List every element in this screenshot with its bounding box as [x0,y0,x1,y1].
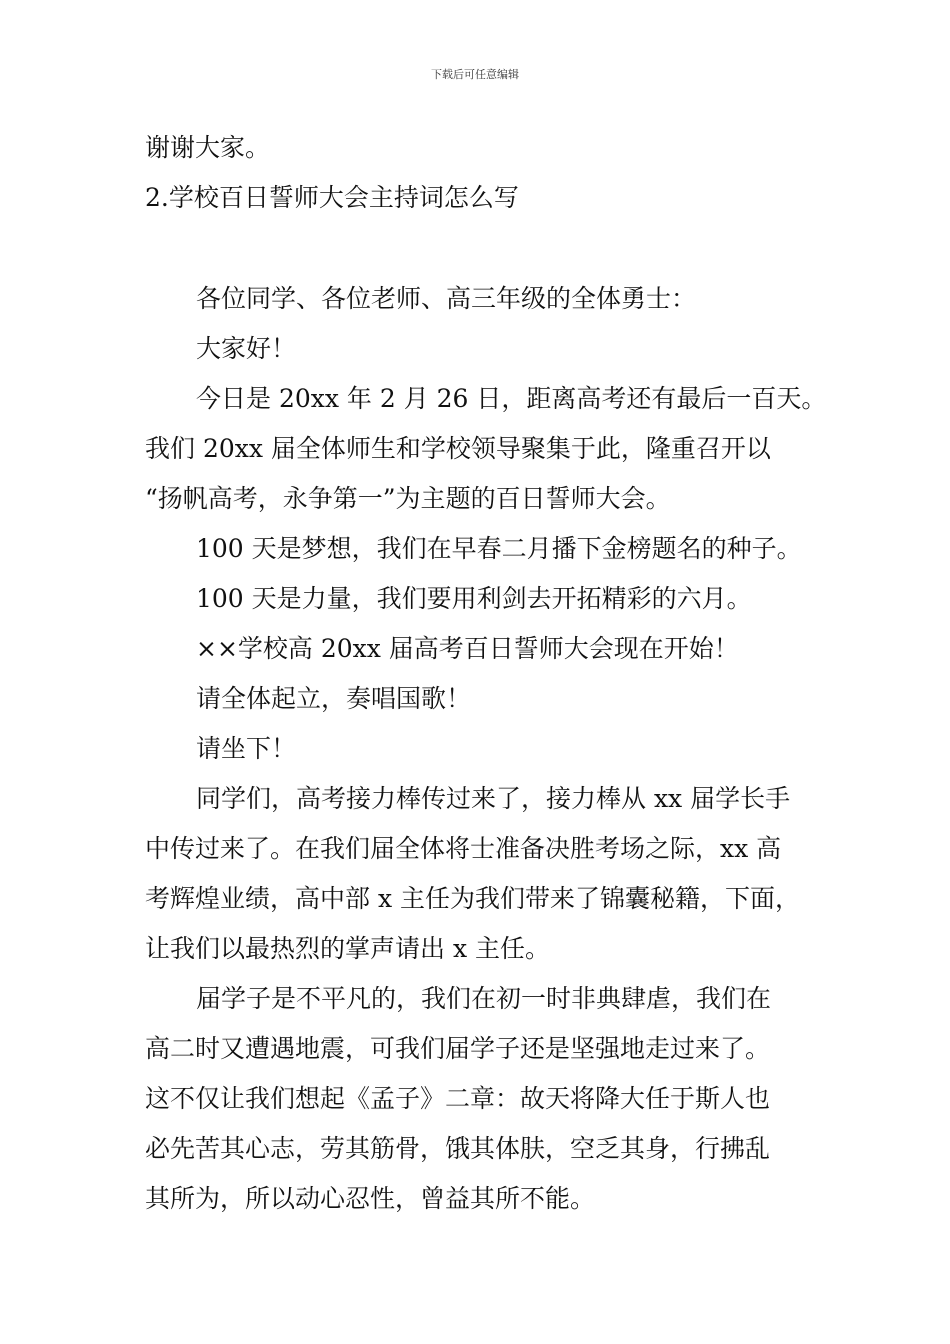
salutation: 各位同学、各位老师、高三年级的全体勇士： [196,284,697,313]
greeting: 大家好！ [196,334,297,363]
section-heading: 2.学校百日誓师大会主持词怎么写 [145,183,519,212]
paragraph-line: “扬帆高考，永争第一”为主题的百日誓师大会。 [145,484,671,513]
paragraph-line: 今日是 20xx 年 2 月 26 日，距离高考还有最后一百天。 [196,384,827,413]
paragraph-line: 同学们，高考接力棒传过来了，接力棒从 xx 届学长手 [196,784,791,813]
paragraph-line: 中传过来了。在我们届全体将士准备决胜考场之际，xx 高 [145,834,782,863]
paragraph-line: 这不仅让我们想起《孟子》二章：故天将降大任于斯人也 [145,1084,771,1113]
paragraph-line: 让我们以最热烈的掌声请出 x 主任。 [145,934,550,963]
text-line: 谢谢大家。 [145,133,271,162]
paragraph-line: 请全体起立，奏唱国歌！ [196,684,472,713]
paragraph-line: 考辉煌业绩，高中部 x 主任为我们带来了锦囊秘籍，下面， [145,884,800,913]
paragraph-line: 请坐下！ [196,734,297,763]
paragraph-line: 100 天是梦想，我们在早春二月播下金榜题名的种子。 [196,534,802,563]
paragraph-line: 我们 20xx 届全体师生和学校领导聚集于此，隆重召开以 [145,434,771,463]
paragraph-line: 高二时又遭遇地震，可我们届学子还是坚强地走过来了。 [145,1034,771,1063]
page-header: 下载后可任意编辑 [431,68,519,81]
paragraph-line: 100 天是力量，我们要用利剑去开拓精彩的六月。 [196,584,752,613]
paragraph-line: ××学校高 20xx 届高考百日誓师大会现在开始！ [196,634,739,663]
paragraph-line: 必先苦其心志，劳其筋骨，饿其体肤，空乏其身，行拂乱 [145,1134,771,1163]
paragraph-line: 其所为，所以动心忍性，曾益其所不能。 [145,1184,596,1213]
paragraph-line: 届学子是不平凡的，我们在初一时非典肆虐，我们在 [196,984,772,1013]
